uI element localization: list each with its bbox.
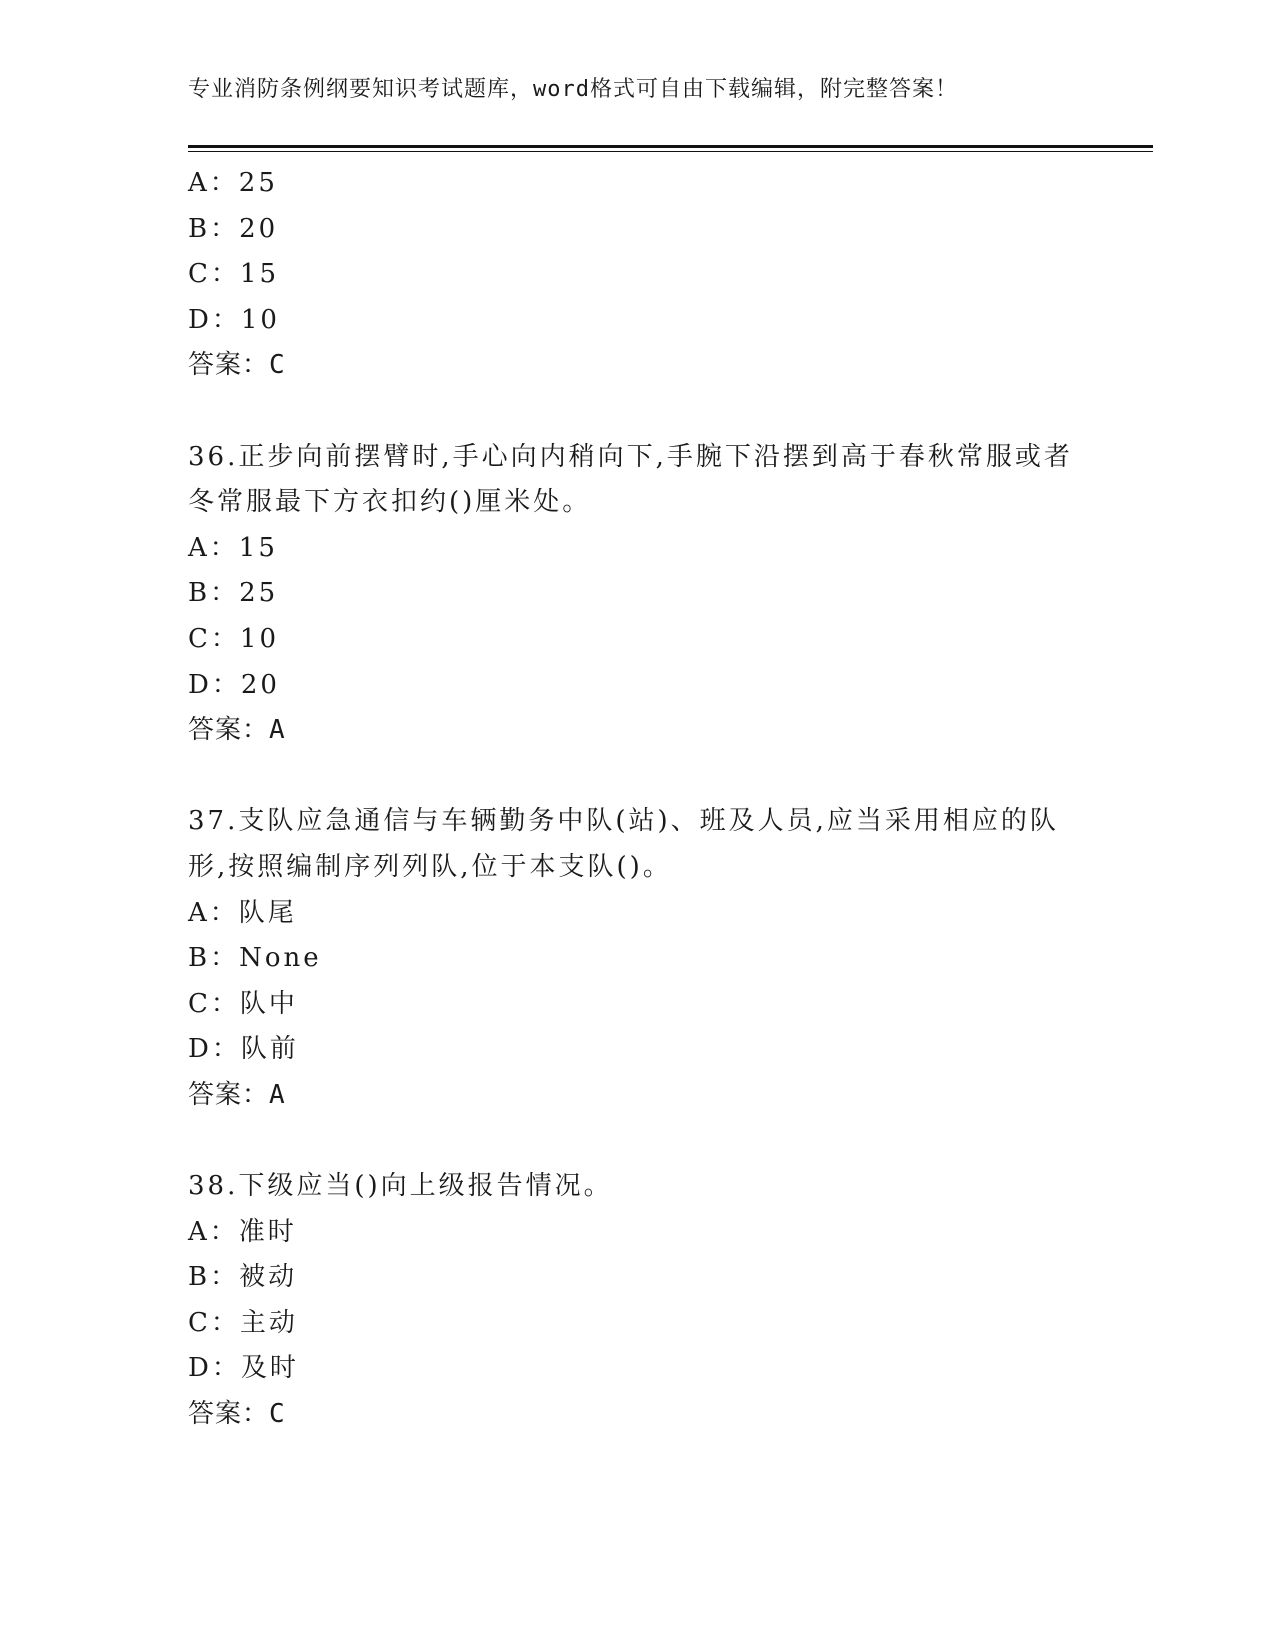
answer-line: 答案：A [188,715,286,746]
question-37 [188,799,1088,1118]
option-b: B：20 [188,213,279,244]
option-a: A：25 [188,168,278,198]
option-b: B：None [188,943,322,974]
answer-line: 答案：A [188,1079,286,1110]
question-text-cont: 形,按照编制序列列队,位于本支队()。 [188,851,672,882]
option-d: D：20 [188,669,280,700]
question-text: 36.正步向前摆臂时,手心向内稍向下,手腕下沿摆到高于春秋常服或者 [188,441,1073,472]
question-35-tail [188,161,1088,389]
question-36 [188,435,1088,754]
question-38 [188,1164,1088,1438]
option-c: C：主动 [188,1307,298,1338]
option-c: C：10 [188,623,279,654]
answer-line: 答案：C [188,1399,286,1430]
option-d: D：队前 [188,1034,299,1065]
header-rule-thick [188,145,1153,148]
option-a: A：队尾 [188,897,297,928]
question-list [188,161,1088,1438]
question-text: 37.支队应急通信与车辆勤务中队(站)、班及人员,应当采用相应的队 [188,806,1059,837]
option-c: C：15 [188,259,279,290]
option-b: B：25 [188,578,279,609]
header-rule-thin [188,151,1153,152]
question-text: 38.下级应当()向上级报告情况。 [188,1171,613,1202]
option-d: D：10 [188,304,280,335]
answer-line: 答案：C [188,350,286,381]
question-text-cont: 冬常服最下方衣扣约()厘米处。 [188,487,592,518]
option-c: C：队中 [188,988,298,1019]
page-header: 专业消防条例纲要知识考试题库，word格式可自由下载编辑，附完整答案！ [188,77,958,102]
option-d: D：及时 [188,1353,299,1384]
option-b: B：被动 [188,1262,298,1293]
option-a: A：15 [188,532,278,563]
option-a: A：准时 [188,1216,297,1247]
